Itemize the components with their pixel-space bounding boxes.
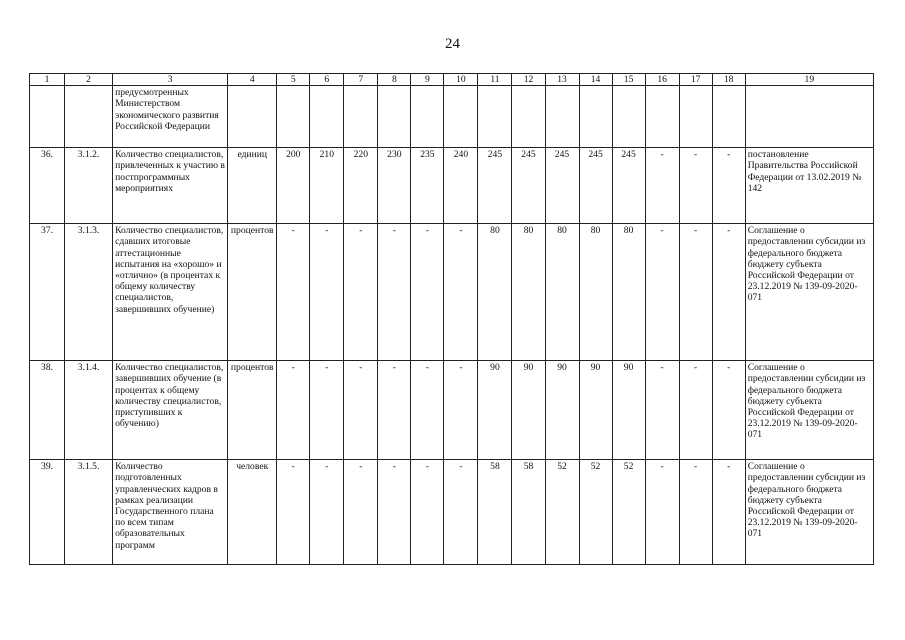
column-header: 13 (545, 74, 579, 86)
unit-cell: человек (228, 460, 277, 565)
column-header: 16 (645, 74, 679, 86)
unit-cell: процентов (228, 361, 277, 460)
value-cell: - (444, 224, 478, 361)
value-cell: - (712, 460, 745, 565)
value-cell: - (645, 224, 679, 361)
column-number-row (30, 74, 874, 86)
indicator-name-cell: Количество подготовленных управленческих кадров в рамках реализации Государственного плана по всем типам образовательных программ (113, 460, 228, 565)
value-cell: - (679, 361, 712, 460)
table-row (30, 361, 874, 460)
value-cell: 245 (512, 148, 545, 224)
value-cell: 80 (478, 224, 512, 361)
value-cell: 58 (478, 460, 512, 565)
value-cell: 52 (545, 460, 579, 565)
value-cell: 245 (579, 148, 612, 224)
column-header: 9 (411, 74, 444, 86)
value-cell: - (310, 460, 344, 565)
column-header: 4 (228, 74, 277, 86)
value-cell: 52 (579, 460, 612, 565)
value-cell: - (277, 224, 310, 361)
value-cell: 90 (478, 361, 512, 460)
value-cell: - (378, 224, 411, 361)
value-cell: 210 (310, 148, 344, 224)
value-cell: - (277, 361, 310, 460)
table-row (30, 148, 874, 224)
value-cell: 52 (612, 460, 645, 565)
indicator-name-cell: Количество специалистов, привлеченных к участию в постпрограммных мероприятиях (113, 148, 228, 224)
value-cell: 90 (579, 361, 612, 460)
value-cell: - (344, 361, 378, 460)
page-number: 24 (445, 36, 460, 52)
value-cell: - (444, 361, 478, 460)
continuation-name-cell: предусмотренных Министерством экономического развития Российской Федерации (113, 86, 228, 148)
unit-cell: единиц (228, 148, 277, 224)
value-cell: 58 (512, 460, 545, 565)
value-cell: - (679, 148, 712, 224)
value-cell: 90 (512, 361, 545, 460)
row-number-cell: 36. (30, 148, 65, 224)
value-cell: - (310, 224, 344, 361)
value-cell: 80 (579, 224, 612, 361)
column-header: 5 (277, 74, 310, 86)
column-header: 18 (712, 74, 745, 86)
table-row (30, 460, 874, 565)
row-number-cell: 37. (30, 224, 65, 361)
value-cell: - (378, 361, 411, 460)
value-cell: 240 (444, 148, 478, 224)
table-row (30, 224, 874, 361)
value-cell: 245 (478, 148, 512, 224)
value-cell: - (712, 361, 745, 460)
value-cell: 90 (545, 361, 579, 460)
value-cell: - (645, 148, 679, 224)
row-code-cell: 3.1.5. (65, 460, 113, 565)
source-document-cell: Соглашение о предоставлении субсидии из федерального бюджета бюджету субъекта Российской Федерации от 23.12.2019 № 139-09-2020-071 (745, 361, 873, 460)
source-document-cell: Соглашение о предоставлении субсидии из федерального бюджета бюджету субъекта Российской Федерации от 23.12.2019 № 139-09-2020-071 (745, 460, 873, 565)
value-cell: 200 (277, 148, 310, 224)
value-cell: - (277, 460, 310, 565)
continuation-row (30, 86, 874, 148)
row-code-cell: 3.1.3. (65, 224, 113, 361)
column-header: 1 (30, 74, 65, 86)
column-header: 6 (310, 74, 344, 86)
column-header: 11 (478, 74, 512, 86)
value-cell: - (444, 460, 478, 565)
value-cell: - (645, 460, 679, 565)
value-cell: - (679, 460, 712, 565)
value-cell: - (411, 224, 444, 361)
column-header: 7 (344, 74, 378, 86)
value-cell: 230 (378, 148, 411, 224)
row-code-cell: 3.1.2. (65, 148, 113, 224)
value-cell: - (344, 460, 378, 565)
value-cell: - (679, 224, 712, 361)
column-header: 10 (444, 74, 478, 86)
column-header: 14 (579, 74, 612, 86)
source-document-cell: постановление Правительства Российской Федерации от 13.02.2019 № 142 (745, 148, 873, 224)
row-code-cell: 3.1.4. (65, 361, 113, 460)
value-cell: 80 (545, 224, 579, 361)
value-cell: 80 (512, 224, 545, 361)
indicator-name-cell: Количество специалистов, завершивших обучение (в процентах к общему количеству специалистов, приступивших к обучению) (113, 361, 228, 460)
source-document-cell: Соглашение о предоставлении субсидии из федерального бюджета бюджету субъекта Российской Федерации от 23.12.2019 № 139-09-2020-071 (745, 224, 873, 361)
column-header: 17 (679, 74, 712, 86)
indicator-name-cell: Количество специалистов, сдавших итоговые аттестационные испытания на «хорошо» и «отлично» (в процентах к общему количеству специалистов, завершивших обучение) (113, 224, 228, 361)
column-header: 12 (512, 74, 545, 86)
value-cell: 245 (545, 148, 579, 224)
value-cell: - (712, 224, 745, 361)
value-cell: 80 (612, 224, 645, 361)
column-header: 19 (745, 74, 873, 86)
row-number-cell: 38. (30, 361, 65, 460)
value-cell: 235 (411, 148, 444, 224)
indicators-table (29, 73, 874, 565)
value-cell: - (310, 361, 344, 460)
value-cell: - (378, 460, 411, 565)
unit-cell: процентов (228, 224, 277, 361)
column-header: 2 (65, 74, 113, 86)
column-header: 3 (113, 74, 228, 86)
value-cell: 245 (612, 148, 645, 224)
value-cell: - (411, 361, 444, 460)
row-number-cell: 39. (30, 460, 65, 565)
value-cell: - (411, 460, 444, 565)
column-header: 8 (378, 74, 411, 86)
value-cell: 90 (612, 361, 645, 460)
value-cell: - (645, 361, 679, 460)
value-cell: - (712, 148, 745, 224)
value-cell: - (344, 224, 378, 361)
column-header: 15 (612, 74, 645, 86)
value-cell: 220 (344, 148, 378, 224)
